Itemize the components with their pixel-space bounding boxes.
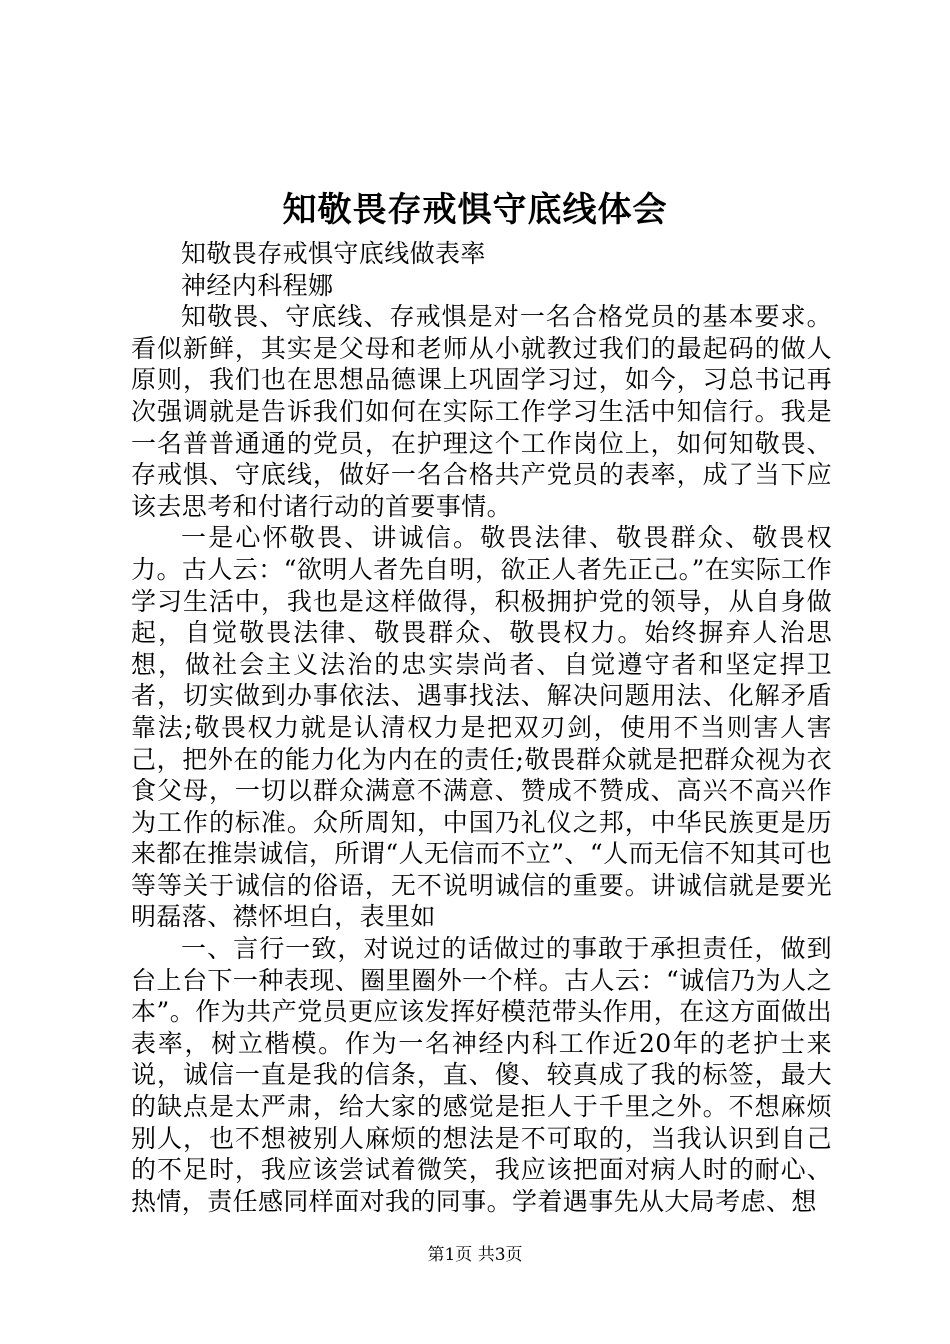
body-paragraph: 一是心怀敬畏、讲诚信。敬畏法律、敬畏群众、敬畏权力。古人云：“欲明人者先自明，欲正人者先正己。”在实际工作学习生活中，我也是这样做得，积极拥护党的领导，从自身做起，自觉敬畏法律、敬畏群众、敬畏权力。始终摒弃人治思想，做社会主义法治的忠实崇尚者、自觉遵守者和坚定捍卫者，切实做到办事依法、遇事找法、解决问题用法、化解矛盾靠法;敬畏权力就是认清权力是把双刃剑，使用不当则害人害己，把外在的能力化为内在的责任;敬畏群众就是把群众视为衣食父母，一切以群众满意不满意、赞成不赞成、高兴不高兴作为工作的标准。众所周知，中国乃礼仪之邦，中华民族更是历来都在推崇诚信，所谓“人无信而不立”、“人而无信不知其可也等等关于诚信的俗语，无不说明诚信的重要。讲诚信就是要光明磊落、襟怀坦白，表里如 — [131, 523, 832, 932]
body-paragraph: 一、言行一致，对说过的话做过的事敢于承担责任，做到台上台下一种表现、圈里圈外一个样。古人云：“诚信乃为人之本”。作为共产党员更应该发挥好模范带头作用，在这方面做出表率，树立楷模。作为一名神经内科工作近20年的老护士来说，诚信一直是我的信条，直、傻、较真成了我的标签，最大的缺点是太严肃，给大家的感觉是拒人于千里之外。不想麻烦别人，也不想被别人麻烦的想法是不可取的，当我认识到自己的不足时，我应该尝试着微笑，我应该把面对病人时的耐心、热情，责任感同样面对我的同事。学着遇事先从大局考虑、想 — [131, 934, 832, 1216]
subtitle-line: 知敬畏存戒惧守底线做表率 — [181, 239, 486, 268]
author-line: 神经内科程娜 — [181, 270, 334, 300]
document-title: 知敬畏存戒惧守底线体会 — [282, 190, 668, 230]
page-number-footer: 第1页 共3页 — [427, 1245, 523, 1265]
body-paragraph: 知敬畏、守底线、存戒惧是对一名合格党员的基本要求。看似新鲜，其实是父母和老师从小就教过我们的最起码的做人原则，我们也在思想品德课上巩固学习过，如今，习总书记再次强调就是告诉我们如何在实际工作学习生活中知信行。我是一名普普通通的党员，在护理这个工作岗位上，如何知敬畏、存戒惧、守底线，做好一名合格共产党员的表率，成了当下应该去思考和付诸行动的首要事情。 — [131, 302, 832, 521]
document-body — [131, 238, 832, 1217]
